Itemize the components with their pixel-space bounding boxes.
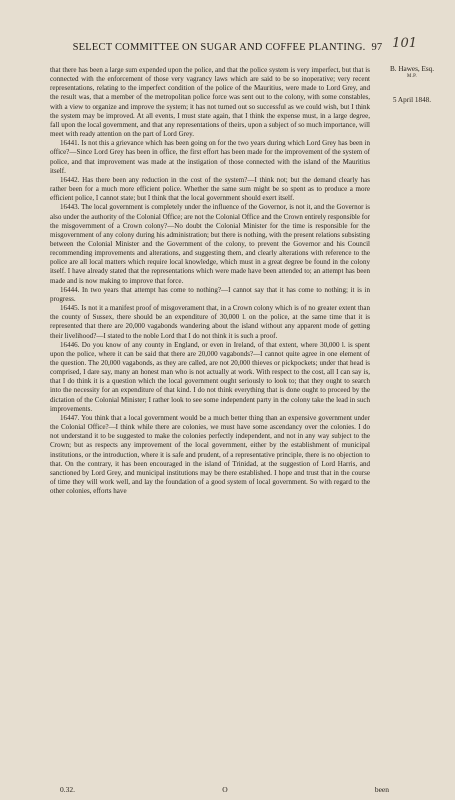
- paragraph-continuation: that there has been a large sum expended upon the police, and that the police system is very imperfect, but that is connected with the enforcement of those very vagrancy laws which are said to be so inoperative; very recent representations, relating to the imperfect condition of the police of the Mauritius, were made to Lord Grey, and the result was, that a member of the metropolitan police force was sent out to the colony, with some constables, with a view to organize and improve the system; it has not turned out so successful as we could wish, but I think the system may be improved. At all events, I must state again, that I think the expense must, in a large degree, fall upon the local government, and that any representations of theirs, upon a subject of so much importance, will meet with ready attention on the part of Lord Grey.: [50, 66, 370, 139]
- question-16445: 16445. Is not it a manifest proof of misgoverament that, in a Crown colony which is of no greater extent than the county of Sussex, there should be an expenditure of 30,000 l. on the police, at the same time that it is represented that there are 20,000 vagabonds wandering about the island without any apparent mode of getting their livelihood?—I stated to the noble Lord that I do not think it is such a proof.: [50, 304, 370, 340]
- margin-note: [382, 64, 442, 105]
- margin-date: 5 April 1848.: [392, 96, 432, 104]
- margin-witness: B. Hawes, Esq.: [389, 65, 435, 73]
- margin-mp: M.P.: [407, 74, 417, 79]
- question-16447: 16447. You think that a local government would be a much better thing than an expensive government under the Colonial Office?—I think while there are colonies, we must have some ascendancy over the colonies. I do not understand it to be suggested to make the colonies perfectly independent, and not in any way subject to the Crown; but as respects any improvement of the local government, either by the establishment of municipal institutions, or the introduction, where it is safe and prudent, of a representative principle, there is no objection to that. On the contrary, it has been encouraged in the island of Trinidad, at the suggestion of Lord Harris, and sanctioned by Lord Grey, and municipal institutions may be there established. I hope and trust that in the course of time they will work well, and lay the foundation of a good system of local government. So with regard to the other colonies, efforts have: [50, 413, 370, 496]
- question-16443: 16443. The local government is completely under the influence of the Governor, is not it, and the Governor is also under the authority of the Colonial Office; are not the Colonial Office and the Crown entirely responsible for the misgovernment of a Crown colony?—No doubt the Colonial Minister for the time is responsible for the misgovernment of any colony during his administration; but there is nothing, with the present relations subsisting between the Colonial Minister and the Government of the colony, to prevent the Governor and his Council recommending improvements and alterations, and suggesting them, and clearly alterations with reference to the police are all local matters which require local knowledge, which must in a great degree be found in the colony itself. I have already stated that the representations which were made have been attended to; an attempt has been made and is now making to improve that force.: [50, 203, 370, 285]
- running-header: [0, 42, 455, 53]
- footer-catchword: been: [374, 785, 389, 794]
- body-text: [50, 66, 370, 496]
- header-page-number: 97: [371, 42, 383, 53]
- question-16441: 16441. Is not this a grievance which has been going on for the two years during which Lord Grey has been in office?—Since Lord Grey has been in office, the first effort has been made for the improvement of the system of police, and that improvement was made at the instigation of those connected with the island of the Mauritius itself.: [50, 139, 370, 175]
- page-footer: [60, 785, 389, 794]
- footer-left-number: 0.32.: [60, 785, 75, 794]
- footer-signature: O: [222, 785, 228, 794]
- handwritten-folio-number: 101: [392, 36, 417, 51]
- question-16446: 16446. Do you know of any county in England, or even in Ireland, of that extent, where 30,000 l. is spent upon the police, where it can be said that there are 20,000 vagabonds?—I cannot quite agree in one element of the question. The 20,000 vagabonds, as they are called, are not 20,000 thieves or pickpockets; under that head is comprised, I dare say, many an honest man who is not actually at work. With respect to the cost, all I can say is, that I do think it is a question which the local government ought seriously to look to; that they ought to search into the necessity for an expenditure of that kind. I do not think everything that is done ought to proceed by the dictation of the Colonial Minister; I rather look to see some independent party in the colony take the lead in such improvements.: [50, 340, 370, 413]
- header-title: SELECT COMMITTEE ON SUGAR AND COFFEE PLANTING.: [72, 42, 366, 53]
- question-16442: 16442. Has there been any reduction in the cost of the system?—I think not; but the demand clearly has rather been for a much more efficient police. Whether the same sum might be so spent as to produce a more efficient police, I cannot state; but I think that the local government should exert itself.: [50, 175, 370, 203]
- question-16444: 16444. In two years that attempt has come to nothing?—I cannot say that it has come to nothing; it is in progress.: [50, 285, 370, 303]
